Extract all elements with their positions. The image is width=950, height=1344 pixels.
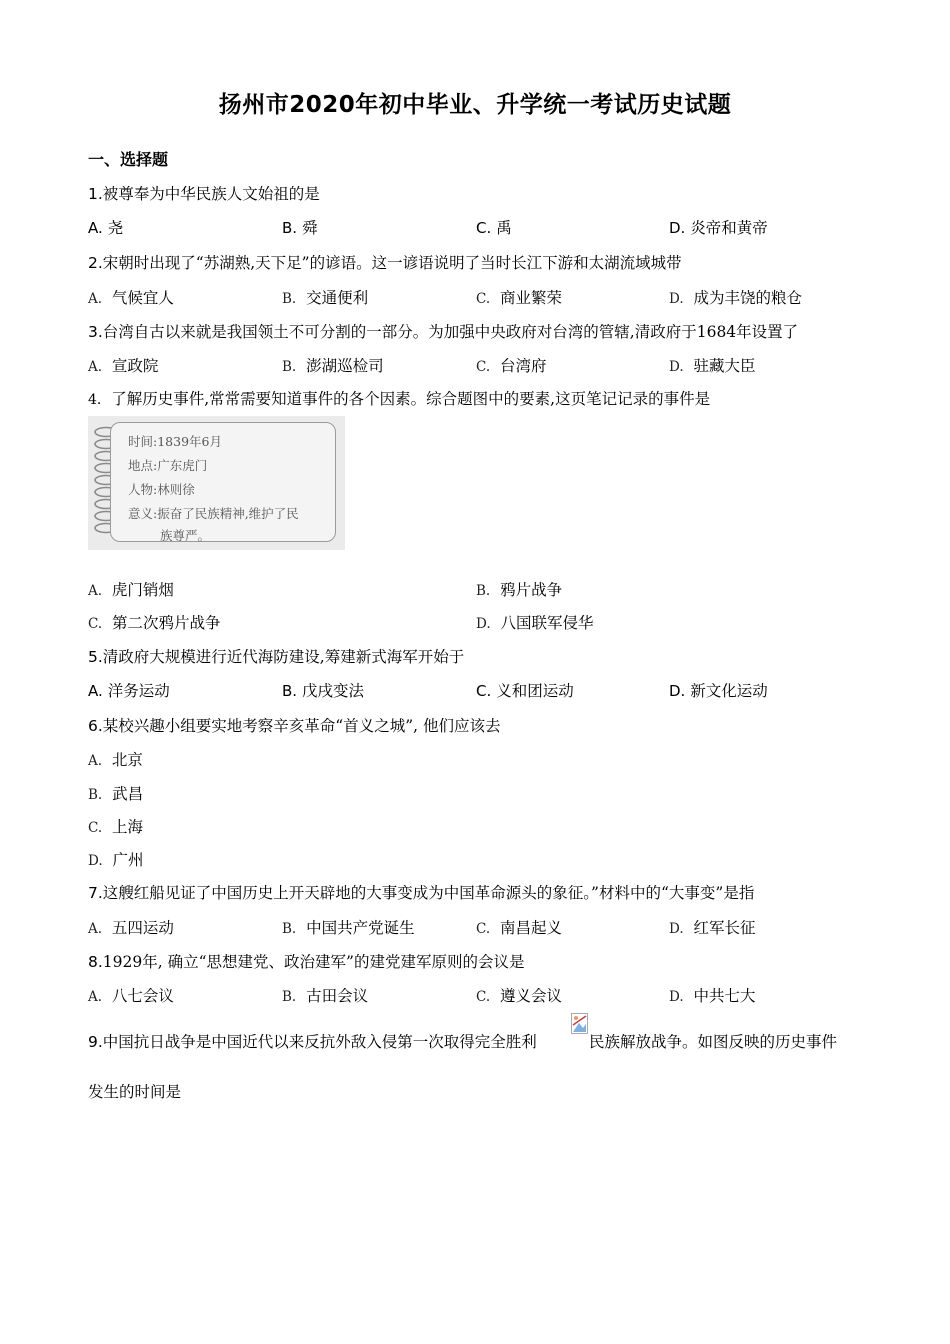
question-number: 9. xyxy=(88,1033,103,1051)
option-letter: B. xyxy=(282,219,298,237)
option-letter: B. xyxy=(282,989,297,1005)
option-text: 台湾府 xyxy=(500,357,547,375)
question-number: 8. xyxy=(88,953,103,971)
question-text: 台湾自古以来就是我国领土不可分割的一部分。为加强中央政府对台湾的管辖,清政府于1684年设置了 xyxy=(102,323,799,341)
option-letter: A. xyxy=(88,219,103,237)
question-text: 1929年, 确立“思想建党、政治建军”的建党建军原则的会议是 xyxy=(102,953,525,971)
option-letter: A. xyxy=(88,682,103,700)
option-text: 洋务运动 xyxy=(107,682,170,700)
option-4d xyxy=(476,611,594,633)
option-text: 鸦片战争 xyxy=(500,581,563,599)
option-letter: A. xyxy=(88,359,103,375)
question-4 xyxy=(88,387,710,409)
note-meaning-cont: 族尊严。 xyxy=(160,528,211,543)
option-letter: A. xyxy=(88,921,103,937)
option-text: 虎门销烟 xyxy=(111,581,174,599)
option-6a xyxy=(88,748,143,770)
option-text: 戊戌变法 xyxy=(302,682,365,700)
question-9 xyxy=(88,1030,537,1052)
option-letter: A. xyxy=(88,753,103,769)
question-text: 中国抗日战争是中国近代以来反抗外敌入侵第一次取得完全胜利 xyxy=(102,1033,537,1051)
option-2a xyxy=(88,286,174,308)
option-text: 北京 xyxy=(111,751,143,769)
option-3c xyxy=(476,354,547,376)
option-text: 五四运动 xyxy=(111,919,174,937)
option-3b xyxy=(282,354,384,376)
question-5 xyxy=(88,645,464,667)
option-letter: D. xyxy=(669,682,686,700)
question-text: 这艘红船见证了中国历史上开天辟地的大事变成为中国革命源头的象征。”材料中的“大事变”是指 xyxy=(102,884,755,902)
option-letter: D. xyxy=(669,291,684,307)
option-6d xyxy=(88,848,144,870)
option-text: 中共七大 xyxy=(693,987,756,1005)
option-text: 八国联军侵华 xyxy=(500,614,594,632)
option-text: 广州 xyxy=(112,851,144,869)
option-letter: A. xyxy=(88,989,103,1005)
option-letter: D. xyxy=(669,219,686,237)
option-text: 新文化运动 xyxy=(690,682,768,700)
option-letter: A. xyxy=(88,291,103,307)
option-text: 驻藏大臣 xyxy=(693,357,756,375)
option-letter: C. xyxy=(476,359,491,375)
option-2d xyxy=(669,286,802,308)
option-text: 尧 xyxy=(107,219,124,237)
option-letter: B. xyxy=(88,787,103,803)
page-title: 扬州市2020年初中毕业、升学统一考试历史试题 xyxy=(218,92,732,118)
option-letter: C. xyxy=(88,616,103,632)
option-2c xyxy=(476,286,562,308)
question-8 xyxy=(88,950,524,972)
option-letter: B. xyxy=(282,682,298,700)
option-text: 遵义会议 xyxy=(500,987,563,1005)
question-text: 被尊奉为中华民族人文始祖的是 xyxy=(102,185,320,203)
option-4b xyxy=(476,578,562,600)
option-4c xyxy=(88,611,221,633)
broken-image-icon xyxy=(571,1013,588,1034)
option-8b xyxy=(282,984,368,1006)
option-5d xyxy=(669,679,768,701)
note-time: 时间:1839年6月 xyxy=(128,434,222,449)
option-text: 古田会议 xyxy=(306,987,369,1005)
option-5b xyxy=(282,679,364,701)
question-text: 了解历史事件,常常需要知道事件的各个因素。综合题图中的要素,这页笔记记录的事件是 xyxy=(111,390,711,408)
option-1b xyxy=(282,216,318,238)
option-letter: B. xyxy=(282,921,297,937)
option-letter: C. xyxy=(476,921,491,937)
option-text: 红军长征 xyxy=(693,919,756,937)
option-2b xyxy=(282,286,368,308)
question-7 xyxy=(88,881,754,903)
option-text: 成为丰饶的粮仓 xyxy=(693,289,803,307)
question-text: 某校兴趣小组要实地考察辛亥革命“首义之城”, 他们应该去 xyxy=(102,717,501,735)
option-3d xyxy=(669,354,756,376)
option-letter: C. xyxy=(476,291,491,307)
option-1d xyxy=(669,216,768,238)
option-text: 八七会议 xyxy=(111,987,174,1005)
option-text: 南昌起义 xyxy=(500,919,563,937)
question-number: 6. xyxy=(88,717,103,735)
option-5c xyxy=(476,679,574,701)
option-7c xyxy=(476,916,562,938)
option-8d xyxy=(669,984,756,1006)
question-1 xyxy=(88,182,320,204)
option-1a xyxy=(88,216,123,238)
option-letter: B. xyxy=(282,291,297,307)
option-text: 武昌 xyxy=(112,785,144,803)
question-text: 宋朝时出现了“苏湖熟,天下足”的谚语。这一谚语说明了当时长江下游和太湖流域城带 xyxy=(102,254,682,272)
option-text: 舜 xyxy=(302,219,318,237)
option-text: 上海 xyxy=(112,818,144,836)
option-letter: C. xyxy=(476,682,492,700)
option-6b xyxy=(88,782,143,804)
note-person: 人物:林则徐 xyxy=(128,482,195,497)
question-9-line2: 发生的时间是 xyxy=(88,1083,182,1101)
option-letter: D. xyxy=(88,853,103,869)
option-text: 中国共产党诞生 xyxy=(306,919,415,937)
option-4a xyxy=(88,578,174,600)
option-8a xyxy=(88,984,174,1006)
option-letter: C. xyxy=(476,219,492,237)
option-text: 交通便利 xyxy=(306,289,369,307)
option-7b xyxy=(282,916,415,938)
question-3 xyxy=(88,320,798,342)
option-letter: C. xyxy=(88,820,103,836)
question-number: 7. xyxy=(88,884,103,902)
option-letter: D. xyxy=(669,359,684,375)
option-text: 义和团运动 xyxy=(496,682,574,700)
option-text: 商业繁荣 xyxy=(500,289,563,307)
option-text: 气候宜人 xyxy=(111,289,174,307)
option-letter: D. xyxy=(669,921,684,937)
question-2 xyxy=(88,251,682,273)
option-letter: B. xyxy=(476,583,491,599)
question-number: 4. xyxy=(88,392,102,408)
note-place: 地点:广东虎门 xyxy=(128,458,208,473)
option-7a xyxy=(88,916,174,938)
option-letter: A. xyxy=(88,583,103,599)
question-9-cont: 民族解放战争。如图反映的历史事件 xyxy=(589,1033,838,1051)
option-5a xyxy=(88,679,170,701)
question-text: 清政府大规模进行近代海防建设,筹建新式海军开始于 xyxy=(102,648,465,666)
option-letter: C. xyxy=(476,989,491,1005)
option-8c xyxy=(476,984,562,1006)
question-6 xyxy=(88,714,501,736)
question-number: 1. xyxy=(88,185,103,203)
question-number: 5. xyxy=(88,648,103,666)
option-text: 禹 xyxy=(496,219,512,237)
option-letter: D. xyxy=(476,616,491,632)
option-text: 宣政院 xyxy=(111,357,159,375)
option-3a xyxy=(88,354,158,376)
notebook-image xyxy=(88,416,345,550)
option-letter: B. xyxy=(282,359,297,375)
question-number: 3. xyxy=(88,323,103,341)
option-6c xyxy=(88,815,143,837)
question-number: 2. xyxy=(88,254,103,272)
section-heading: 一、选择题 xyxy=(88,150,169,169)
option-1c xyxy=(476,216,512,238)
option-7d xyxy=(669,916,756,938)
note-meaning: 意义:振奋了民族精神,维护了民 xyxy=(128,506,299,521)
option-text: 澎湖巡检司 xyxy=(306,357,384,375)
option-letter: D. xyxy=(669,989,684,1005)
option-text: 第二次鸦片战争 xyxy=(112,614,221,632)
option-text: 炎帝和黄帝 xyxy=(690,219,768,237)
